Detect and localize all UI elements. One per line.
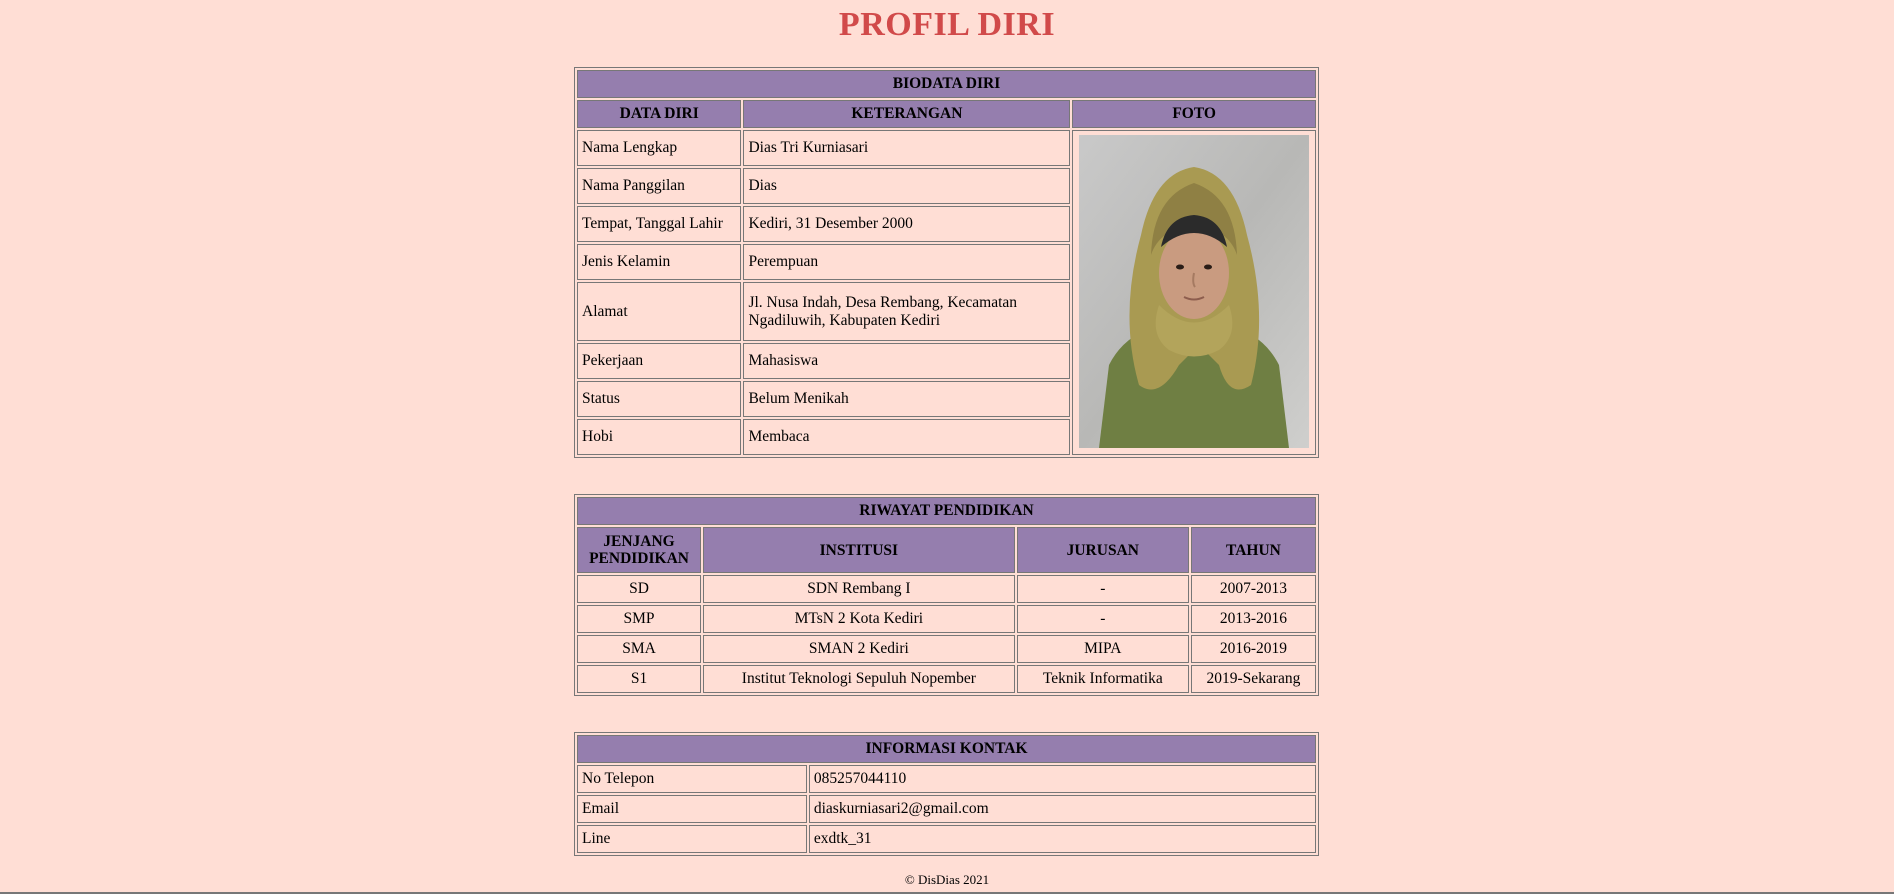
cell-institusi: Institut Teknologi Sepuluh Nopember (703, 665, 1015, 693)
row-value: Jl. Nusa Indah, Desa Rembang, Kecamatan Ngadiluwih, Kabupaten Kediri (743, 282, 1070, 341)
row-label: Tempat, Tanggal Lahir (577, 206, 741, 242)
cell-jenjang: S1 (577, 665, 701, 693)
cell-jurusan: - (1017, 575, 1189, 603)
cell-jurusan: MIPA (1017, 635, 1189, 663)
row-label: Alamat (577, 282, 741, 341)
table-row (577, 795, 1316, 823)
row-label: Jenis Kelamin (577, 244, 741, 280)
cell-jenjang: SMP (577, 605, 701, 633)
cell-tahun: 2016-2019 (1191, 635, 1316, 663)
cell-institusi: MTsN 2 Kota Kediri (703, 605, 1015, 633)
row-label: No Telepon (577, 765, 807, 793)
kontak-caption: INFORMASI KONTAK (577, 735, 1316, 763)
table-row (577, 605, 1316, 633)
cell-institusi: SDN Rembang I (703, 575, 1015, 603)
row-label: Hobi (577, 419, 741, 455)
table-row (577, 825, 1316, 853)
row-label: Email (577, 795, 807, 823)
cell-institusi: SMAN 2 Kediri (703, 635, 1015, 663)
header-jurusan: JURUSAN (1017, 527, 1189, 573)
row-value: 085257044110 (809, 765, 1316, 793)
cell-tahun: 2013-2016 (1191, 605, 1316, 633)
row-value: Dias (743, 168, 1070, 204)
cell-tahun: 2007-2013 (1191, 575, 1316, 603)
pendidikan-caption: RIWAYAT PENDIDIKAN (577, 497, 1316, 525)
header-keterangan: KETERANGAN (743, 100, 1070, 128)
cell-jurusan: Teknik Informatika (1017, 665, 1189, 693)
header-institusi: INSTITUSI (703, 527, 1015, 573)
cell-jenjang: SD (577, 575, 701, 603)
photo-cell (1072, 130, 1316, 455)
footer-copyright: © DisDias 2021 (904, 872, 990, 887)
row-label: Line (577, 825, 807, 853)
page-title: PROFIL DIRI (838, 6, 1056, 43)
table-row (577, 635, 1316, 663)
pendidikan-table (574, 494, 1319, 696)
cell-tahun: 2019-Sekarang (1191, 665, 1316, 693)
row-value: Kediri, 31 Desember 2000 (743, 206, 1070, 242)
kontak-table (574, 732, 1319, 856)
header-jenjang: JENJANG PENDIDIKAN (577, 527, 701, 573)
profile-photo (1079, 135, 1309, 448)
row-value: Membaca (743, 419, 1070, 455)
row-label: Nama Lengkap (577, 130, 741, 166)
table-row (577, 665, 1316, 693)
row-label: Status (577, 381, 741, 417)
table-row (577, 575, 1316, 603)
row-value: exdtk_31 (809, 825, 1316, 853)
row-value: Belum Menikah (743, 381, 1070, 417)
biodata-caption: BIODATA DIRI (577, 70, 1316, 98)
row-value: Mahasiswa (743, 343, 1070, 379)
row-value: Perempuan (743, 244, 1070, 280)
cell-jenjang: SMA (577, 635, 701, 663)
cell-jurusan: - (1017, 605, 1189, 633)
biodata-table (574, 67, 1319, 458)
row-label: Pekerjaan (577, 343, 741, 379)
row-value: Dias Tri Kurniasari (743, 130, 1070, 166)
header-tahun: TAHUN (1191, 527, 1316, 573)
row-label: Nama Panggilan (577, 168, 741, 204)
header-data-diri: DATA DIRI (577, 100, 741, 128)
header-foto: FOTO (1072, 100, 1316, 128)
table-row (577, 765, 1316, 793)
row-value: diaskurniasari2@gmail.com (809, 795, 1316, 823)
table-row (577, 130, 1316, 166)
